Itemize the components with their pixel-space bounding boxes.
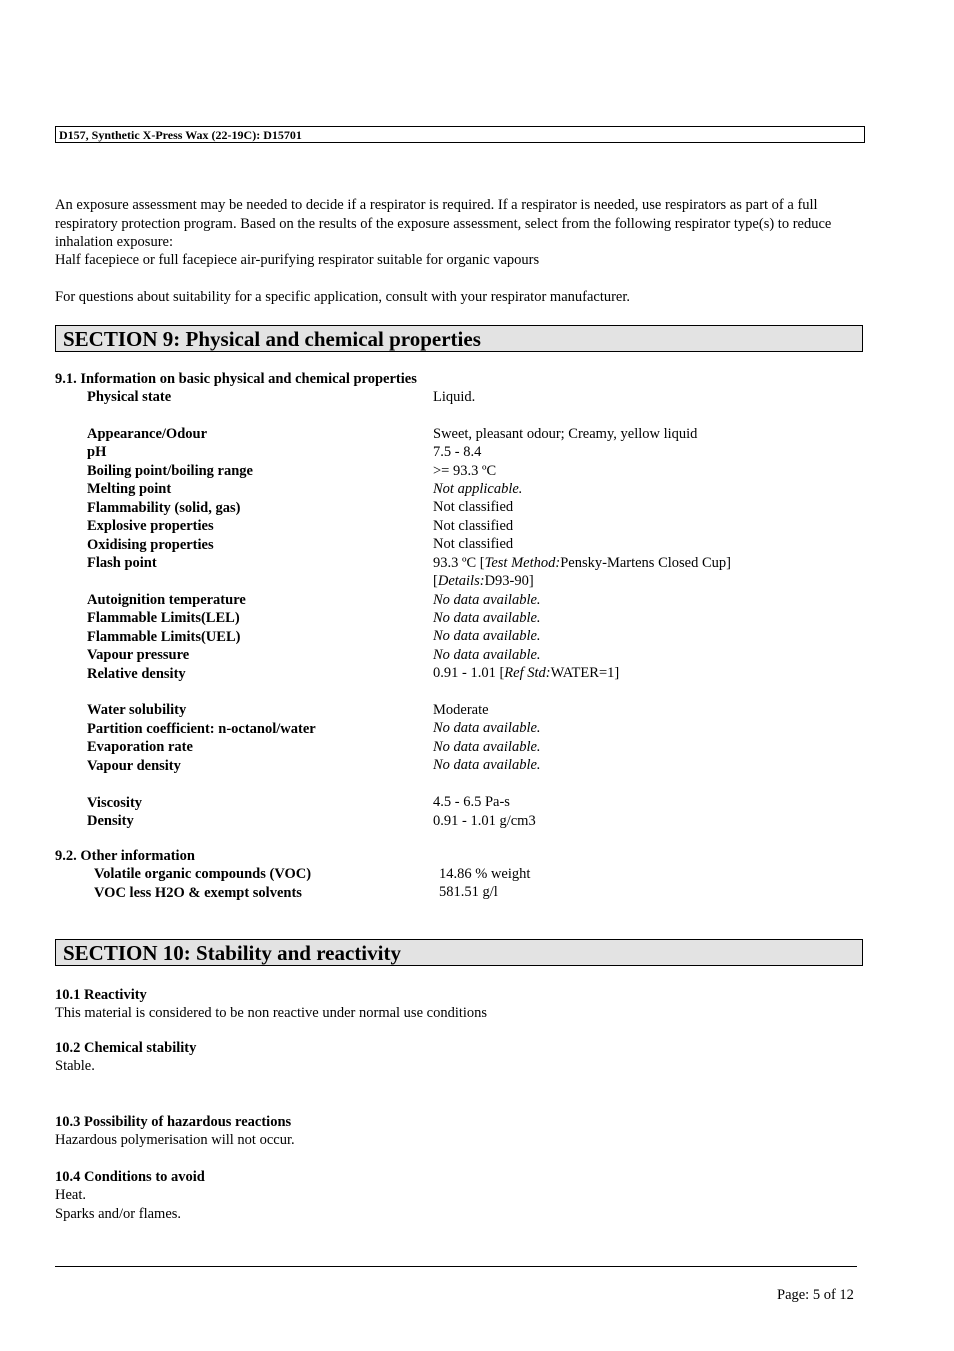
- subsection-10-3: 10.3 Possibility of hazardous reactions: [55, 1114, 292, 1130]
- prop-label: Explosive properties: [87, 518, 214, 534]
- prop-label: Flash point: [87, 555, 157, 571]
- subsection-text: Stable.: [55, 1058, 95, 1074]
- subsection-9-2: 9.2. Other information: [55, 848, 195, 864]
- prop-label: Density: [87, 813, 134, 829]
- prop-label: Flammable Limits(UEL): [87, 629, 241, 645]
- subsection-text: Hazardous polymerisation will not occur.: [55, 1132, 295, 1148]
- prop-value: >= 93.3 ºC: [433, 463, 497, 479]
- subsection-10-4: 10.4 Conditions to avoid: [55, 1169, 205, 1185]
- prop-label: Vapour density: [87, 758, 181, 774]
- respirator-note: For questions about suitability for a specific application, consult with your respirator manufacturer.: [55, 289, 631, 305]
- subsection-9-1: 9.1. Information on basic physical and chemical properties: [55, 371, 417, 387]
- prop-value: Sweet, pleasant odour; Creamy, yellow liquid: [433, 426, 698, 442]
- prop-label: Appearance/Odour: [87, 426, 208, 442]
- subsection-text: This material is considered to be non reactive under normal use conditions: [55, 1005, 488, 1021]
- other-value: 581.51 g/l: [439, 884, 498, 900]
- prop-value: No data available.: [433, 647, 541, 663]
- subsection-10-1: 10.1 Reactivity: [55, 987, 147, 1003]
- flash-point-value: [433, 554, 731, 572]
- value-text: D93-90]: [484, 573, 534, 589]
- subsection-10-2: 10.2 Chemical stability: [55, 1040, 197, 1056]
- prop-label: Boiling point/boiling range: [87, 463, 253, 479]
- prop-label: Evaporation rate: [87, 739, 193, 755]
- subsection-text: Sparks and/or flames.: [55, 1206, 182, 1222]
- prop-label: Water solubility: [87, 702, 187, 718]
- prop-label: Viscosity: [87, 795, 143, 811]
- prop-value: No data available.: [433, 720, 541, 736]
- other-label: Volatile organic compounds (VOC): [94, 866, 312, 882]
- prop-value: No data available.: [433, 757, 541, 773]
- prop-value: Not classified: [433, 518, 514, 534]
- value-text: 93.3 ºC [: [433, 555, 485, 571]
- prop-value: 0.91 - 1.01 g/cm3: [433, 813, 536, 829]
- prop-value: 7.5 - 8.4: [433, 444, 482, 460]
- prop-value: Not classified: [433, 536, 514, 552]
- prop-label: Autoignition temperature: [87, 592, 246, 608]
- page-number: Page: 5 of 12: [777, 1287, 854, 1303]
- respirator-paragraph: An exposure assessment may be needed to decide if a respirator is required. If a respirator is needed, use respirators as part of a full respiratory protection program. Based on the results of the exposure assessment, select from the following respirator type(s) to reduce inhalation exposure:: [55, 197, 832, 250]
- respirator-type: Half facepiece or full facepiece air-purifying respirator suitable for organic vapours: [55, 252, 540, 268]
- other-label: VOC less H2O & exempt solvents: [94, 885, 302, 901]
- footer-rule: [55, 1266, 857, 1267]
- prop-value: No data available.: [433, 628, 541, 644]
- prop-value: Not classified: [433, 499, 514, 515]
- prop-label: Flammability (solid, gas): [87, 500, 241, 516]
- value-text: Pensky-Martens Closed Cup]: [560, 555, 731, 571]
- prop-value: Not applicable.: [433, 481, 523, 497]
- value-text: 0.91 - 1.01 [: [433, 665, 505, 681]
- section-10-title: SECTION 10: Stability and reactivity: [55, 939, 863, 966]
- value-text: [: [433, 573, 438, 589]
- prop-value: No data available.: [433, 610, 541, 626]
- prop-label: pH: [87, 444, 107, 460]
- subsection-text: Heat.: [55, 1187, 86, 1203]
- prop-value: No data available.: [433, 739, 541, 755]
- value-text: WATER=1]: [550, 665, 620, 681]
- prop-value: 4.5 - 6.5 Pa-s: [433, 794, 510, 810]
- prop-value: Moderate: [433, 702, 489, 718]
- document-header: D157, Synthetic X-Press Wax (22-19C): D15701: [55, 126, 865, 143]
- prop-label: Vapour pressure: [87, 647, 190, 663]
- prop-label: Oxidising properties: [87, 537, 214, 553]
- prop-label: Partition coefficient: n-octanol/water: [87, 721, 316, 737]
- relative-density-value: [433, 664, 619, 682]
- prop-value: No data available.: [433, 592, 541, 608]
- prop-value: Liquid.: [433, 389, 476, 405]
- value-text: Ref Std:: [504, 665, 551, 681]
- prop-label: Flammable Limits(LEL): [87, 610, 240, 626]
- value-text: Details:: [437, 573, 485, 589]
- section-9-title: SECTION 9: Physical and chemical properties: [55, 325, 863, 352]
- prop-label: Melting point: [87, 481, 172, 497]
- prop-label: Relative density: [87, 666, 186, 682]
- flash-point-details: [433, 572, 534, 590]
- other-value: 14.86 % weight: [439, 866, 531, 882]
- value-text: Test Method:: [484, 555, 561, 571]
- prop-label: Physical state: [87, 389, 172, 405]
